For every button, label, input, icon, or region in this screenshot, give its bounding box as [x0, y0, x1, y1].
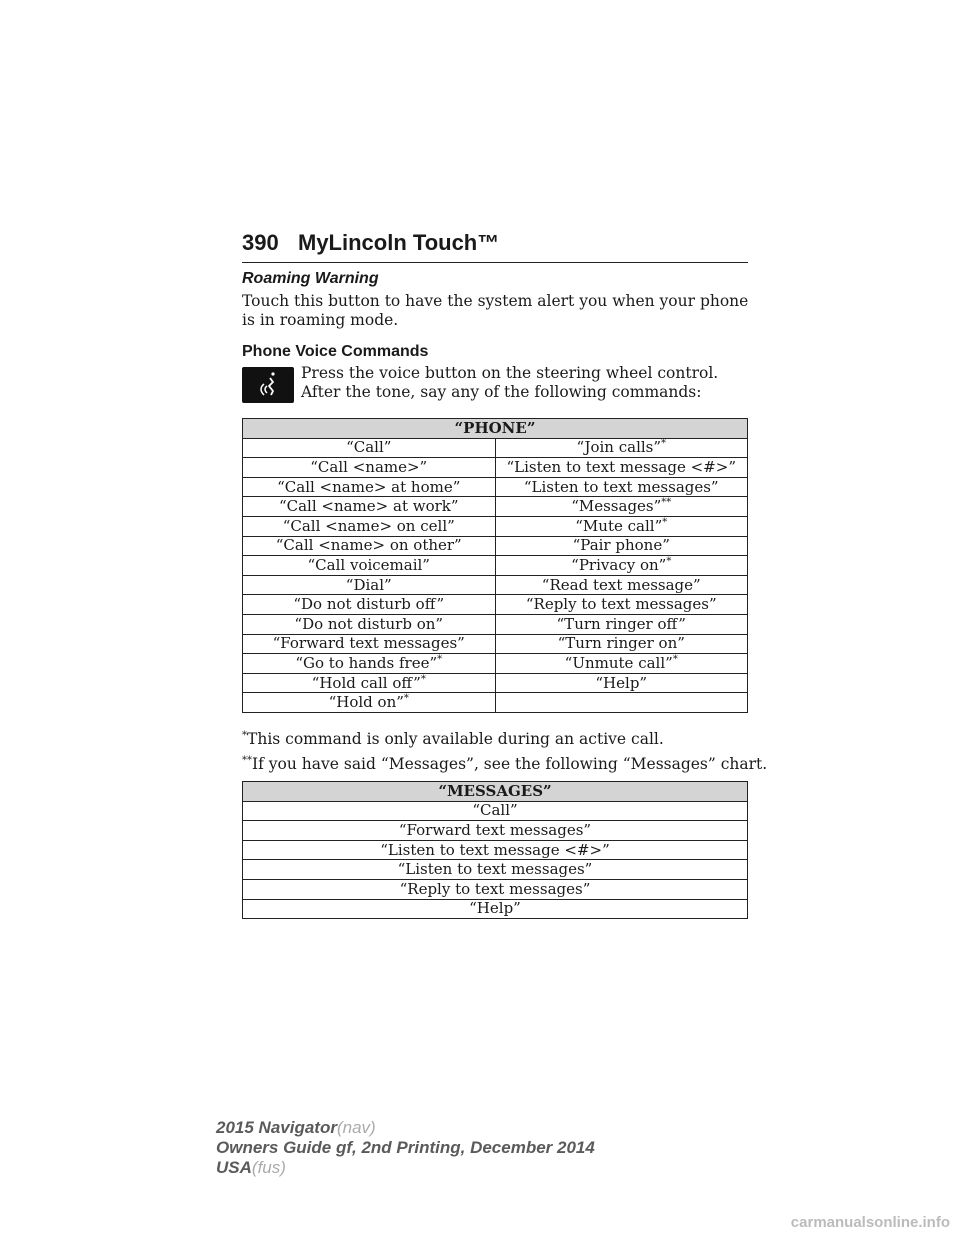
footer-region: USA: [216, 1158, 252, 1177]
table-cell: “Reply to text messages”: [243, 879, 748, 899]
table-cell: “Pair phone”: [495, 536, 748, 556]
table-cell: “Listen to text messages”: [243, 860, 748, 880]
messages-table-header: “MESSAGES”: [243, 782, 748, 802]
voice-commands-text: Press the voice button on the steering wheel control. After the tone, say any of the following commands:: [301, 364, 719, 401]
messages-commands-table: [242, 781, 748, 919]
table-cell: “Read text message”: [495, 575, 748, 595]
table-cell: “Reply to text messages”: [495, 595, 748, 615]
table-row: [243, 536, 748, 556]
table-row: [243, 899, 748, 919]
footnote-messages: **If you have said “Messages”, see the following “Messages” chart.: [242, 755, 768, 773]
page-header: [242, 228, 748, 263]
footer-model: 2015 Navigator: [216, 1118, 337, 1137]
table-row: [243, 673, 748, 693]
table-cell: “Call <name>”: [243, 458, 496, 478]
table-cell: “Listen to text message <#>”: [495, 458, 748, 478]
footer-model-code: (nav): [336, 1118, 376, 1137]
table-cell: “Privacy on”*: [495, 556, 748, 576]
table-cell: “Go to hands free”*: [243, 654, 496, 674]
roaming-heading: Roaming Warning: [242, 270, 379, 287]
page-number: 390: [242, 230, 279, 255]
phone-commands-table: [242, 418, 748, 713]
table-row: [243, 438, 748, 458]
table-cell: “Turn ringer on”: [495, 634, 748, 654]
table-row: [243, 879, 748, 899]
footer-region-code: (fus): [251, 1158, 286, 1177]
table-cell: “Turn ringer off”: [495, 614, 748, 634]
table-row: [243, 840, 748, 860]
table-row: [243, 860, 748, 880]
table-cell: “Call <name> on other”: [243, 536, 496, 556]
watermark-text: carmanualsonline.info: [790, 1214, 950, 1231]
table-cell: “Do not disturb off”: [243, 595, 496, 615]
table-cell: “Mute call”*: [495, 516, 748, 536]
phone-table-header: “PHONE”: [243, 419, 748, 439]
footnote-active-call: *This command is only available during an active call.: [242, 730, 664, 748]
table-cell: “Unmute call”*: [495, 654, 748, 674]
table-cell: “Call”: [243, 438, 496, 458]
table-cell: “Hold call off”*: [243, 673, 496, 693]
table-row: [243, 477, 748, 497]
voice-button-icon: [242, 367, 294, 403]
table-row: [243, 654, 748, 674]
table-cell: “Call”: [243, 801, 748, 821]
table-cell: “Forward text messages”: [243, 634, 496, 654]
table-cell: “Call <name> at home”: [243, 477, 496, 497]
table-row: [243, 693, 748, 713]
page-title: MyLincoln Touch™: [298, 230, 500, 255]
table-row: [243, 516, 748, 536]
table-row: [243, 595, 748, 615]
table-row: [243, 458, 748, 478]
table-cell: “Join calls”*: [495, 438, 748, 458]
table-row: [243, 614, 748, 634]
table-row: [243, 497, 748, 517]
table-row: [243, 821, 748, 841]
table-row: [243, 634, 748, 654]
table-cell: “Hold on”*: [243, 693, 496, 713]
footer-guide: Owners Guide gf, 2nd Printing, December 2014: [216, 1138, 595, 1157]
table-cell: [495, 693, 748, 713]
document-footer: [216, 1118, 595, 1178]
table-row: [243, 556, 748, 576]
table-cell: “Listen to text message <#>”: [243, 840, 748, 860]
table-row: [243, 801, 748, 821]
table-cell: “Dial”: [243, 575, 496, 595]
table-cell: “Messages”**: [495, 497, 748, 517]
table-cell: “Do not disturb on”: [243, 614, 496, 634]
table-cell: “Call voicemail”: [243, 556, 496, 576]
table-cell: “Help”: [495, 673, 748, 693]
table-cell: “Forward text messages”: [243, 821, 748, 841]
table-cell: “Help”: [243, 899, 748, 919]
table-cell: “Call <name> on cell”: [243, 516, 496, 536]
table-cell: “Listen to text messages”: [495, 477, 748, 497]
roaming-text: Touch this button to have the system alert you when your phone is in roaming mode.: [242, 292, 749, 329]
table-row: [243, 575, 748, 595]
table-cell: “Call <name> at work”: [243, 497, 496, 517]
voice-commands-heading: Phone Voice Commands: [242, 343, 429, 360]
